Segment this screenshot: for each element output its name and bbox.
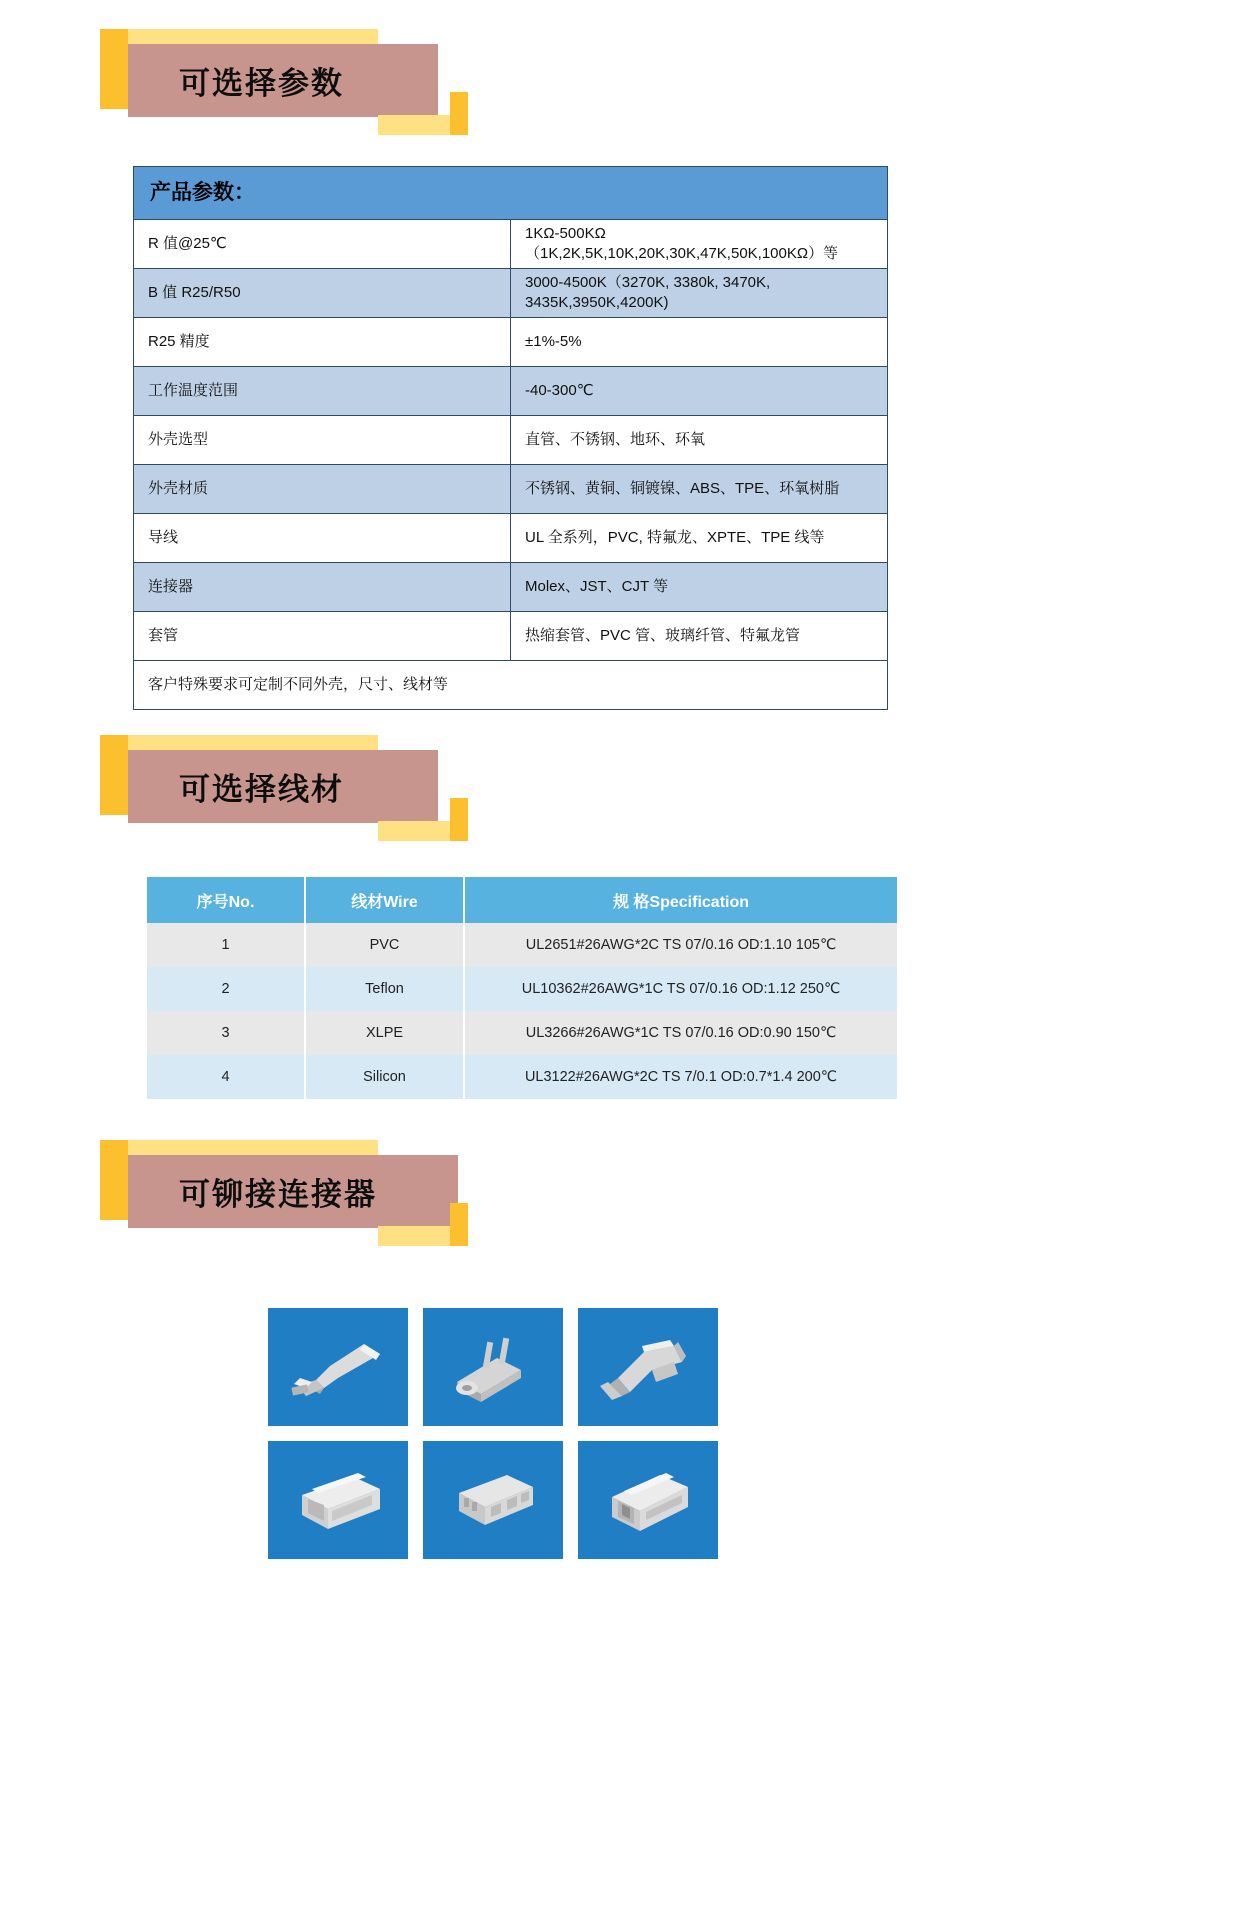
param-value: ±1%-5% bbox=[511, 318, 888, 367]
param-table-note: 客户特殊要求可定制不同外壳，尺寸、线材等 bbox=[134, 661, 888, 710]
banner-wires-title: 可选择线材 bbox=[179, 772, 344, 808]
wire-name: PVC bbox=[306, 923, 463, 967]
table-row bbox=[147, 923, 897, 967]
param-value: Molex、JST、CJT 等 bbox=[511, 563, 888, 612]
product-parameters-table bbox=[133, 166, 888, 710]
banner-params-title: 可选择参数 bbox=[179, 66, 344, 102]
table-row bbox=[134, 318, 888, 367]
bracket-bottom-right-vertical bbox=[450, 92, 468, 135]
connector-terminal-pins-icon bbox=[423, 1308, 563, 1426]
param-value: 1KΩ-500KΩ（1K,2K,5K,10K,20K,30K,47K,50K,100KΩ）等 bbox=[511, 220, 888, 269]
wire-no: 3 bbox=[147, 1011, 304, 1055]
wire-no: 4 bbox=[147, 1055, 304, 1099]
connector-housing-square-icon bbox=[578, 1441, 718, 1559]
wire-col-wire: 线材Wire bbox=[306, 877, 463, 923]
connector-tile-terminal-flag[interactable] bbox=[268, 1308, 408, 1426]
table-row bbox=[147, 1055, 897, 1099]
table-row bbox=[134, 416, 888, 465]
connector-tile-housing-multi[interactable] bbox=[423, 1441, 563, 1559]
bracket-top-left-vertical bbox=[100, 1140, 128, 1220]
table-row bbox=[147, 1011, 897, 1055]
banner-wires bbox=[128, 750, 438, 823]
param-key: 外壳材质 bbox=[134, 465, 511, 514]
wire-no: 1 bbox=[147, 923, 304, 967]
param-key: 外壳选型 bbox=[134, 416, 511, 465]
connector-housing-open-icon bbox=[268, 1441, 408, 1559]
param-value: -40-300℃ bbox=[511, 367, 888, 416]
connector-tile-terminal-crimp[interactable] bbox=[578, 1308, 718, 1426]
table-row bbox=[134, 220, 888, 269]
param-table-header-cell: 产品参数： bbox=[134, 167, 888, 220]
param-table-header-row bbox=[134, 167, 888, 220]
connector-terminal-crimp-icon bbox=[578, 1308, 718, 1426]
wire-name: XLPE bbox=[306, 1011, 463, 1055]
param-key: B 值 R25/R50 bbox=[134, 269, 511, 318]
param-key: R 值@25℃ bbox=[134, 220, 511, 269]
wire-no: 2 bbox=[147, 967, 304, 1011]
wire-table-header-row bbox=[147, 877, 897, 923]
wire-col-spec: 规 格Specification bbox=[465, 877, 897, 923]
param-key: 套管 bbox=[134, 612, 511, 661]
param-table-note-row bbox=[134, 661, 888, 710]
param-value: 3000-4500K（3270K, 3380k, 3470K, 3435K,3950K,4200K) bbox=[511, 269, 888, 318]
wire-name: Silicon bbox=[306, 1055, 463, 1099]
param-key: 导线 bbox=[134, 514, 511, 563]
wire-spec: UL3122#26AWG*2C TS 7/0.1 OD:0.7*1.4 200℃ bbox=[465, 1055, 897, 1099]
wire-spec: UL2651#26AWG*2C TS 07/0.16 OD:1.10 105℃ bbox=[465, 923, 897, 967]
bracket-top-left-vertical bbox=[100, 29, 128, 109]
table-row bbox=[134, 465, 888, 514]
table-row bbox=[147, 967, 897, 1011]
banner-connectors bbox=[128, 1155, 458, 1228]
connector-terminal-flag-icon bbox=[268, 1308, 408, 1426]
wire-spec: UL3266#26AWG*1C TS 07/0.16 OD:0.90 150℃ bbox=[465, 1011, 897, 1055]
banner-params bbox=[128, 44, 438, 117]
param-value: UL 全系列，PVC, 特氟龙、XPTE、TPE 线等 bbox=[511, 514, 888, 563]
table-row bbox=[134, 269, 888, 318]
bracket-top-left-vertical bbox=[100, 735, 128, 815]
table-row bbox=[134, 563, 888, 612]
wire-spec: UL10362#26AWG*1C TS 07/0.16 OD:1.12 250℃ bbox=[465, 967, 897, 1011]
table-row bbox=[134, 367, 888, 416]
connector-image-grid bbox=[268, 1308, 718, 1559]
wire-name: Teflon bbox=[306, 967, 463, 1011]
param-key: 工作温度范围 bbox=[134, 367, 511, 416]
param-value: 不锈钢、黄铜、铜镀镍、ABS、TPE、环氧树脂 bbox=[511, 465, 888, 514]
bracket-bottom-right-vertical bbox=[450, 1203, 468, 1246]
bracket-bottom-right-vertical bbox=[450, 798, 468, 841]
banner-connectors-title: 可铆接连接器 bbox=[179, 1177, 377, 1213]
param-key: R25 精度 bbox=[134, 318, 511, 367]
table-row bbox=[134, 514, 888, 563]
wire-options-table bbox=[145, 877, 899, 1099]
table-row bbox=[134, 612, 888, 661]
connector-housing-multi-icon bbox=[423, 1441, 563, 1559]
param-value: 热缩套管、PVC 管、玻璃纤管、特氟龙管 bbox=[511, 612, 888, 661]
wire-col-no: 序号No. bbox=[147, 877, 304, 923]
param-value: 直管、不锈钢、地环、环氧 bbox=[511, 416, 888, 465]
connector-tile-housing-open[interactable] bbox=[268, 1441, 408, 1559]
connector-tile-housing-square[interactable] bbox=[578, 1441, 718, 1559]
connector-tile-terminal-pins[interactable] bbox=[423, 1308, 563, 1426]
param-key: 连接器 bbox=[134, 563, 511, 612]
